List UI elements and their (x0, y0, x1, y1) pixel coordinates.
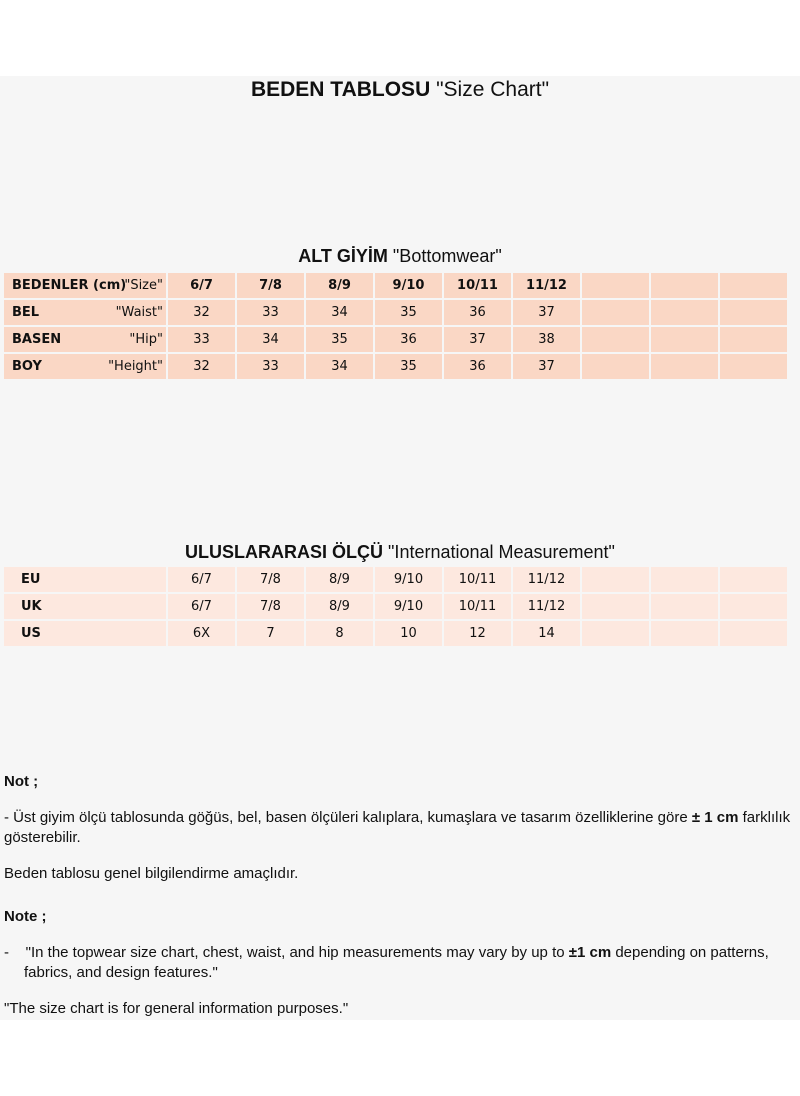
table-row (4, 354, 787, 379)
empty-cell (720, 621, 787, 646)
table-cell: 11/12 (513, 273, 580, 298)
empty-cell (582, 273, 649, 298)
table-cell: 10 (375, 621, 442, 646)
table-cell: 7/8 (237, 273, 304, 298)
table-cell: 8/9 (306, 273, 373, 298)
notes-tolerance: ±1 cm (568, 944, 612, 961)
table-cell: 33 (237, 300, 304, 325)
empty-cell (651, 354, 718, 379)
notes-text: depending on patterns, fabrics, and design features." (24, 944, 773, 981)
table-cell: 34 (306, 354, 373, 379)
table-cell: 37 (444, 327, 511, 352)
notes-paragraph: "The size chart is for general information purposes." (4, 1000, 349, 1017)
international-heading-english: "International Measurement" (388, 542, 615, 562)
empty-cell (720, 273, 787, 298)
table-cell: 6/7 (168, 594, 235, 619)
table-cell: 32 (168, 300, 235, 325)
table-cell: 9/10 (375, 594, 442, 619)
empty-cell (582, 594, 649, 619)
empty-cell (651, 327, 718, 352)
table-cell: 11/12 (513, 594, 580, 619)
notes-text: farklılık gösterebilir. (4, 809, 791, 846)
notes-heading-text: Not ; (4, 773, 39, 790)
bottomwear-heading (0, 246, 800, 267)
table-cell: 8/9 (306, 567, 373, 592)
empty-cell (582, 567, 649, 592)
table-cell: 35 (375, 354, 442, 379)
empty-cell (651, 621, 718, 646)
table-cell: 33 (168, 327, 235, 352)
table-cell: 36 (444, 354, 511, 379)
table-cell: 35 (306, 327, 373, 352)
title-english: "Size Chart" (436, 78, 550, 101)
table-cell: 7/8 (237, 567, 304, 592)
row-label: UK (4, 594, 166, 619)
table-row (4, 594, 787, 619)
table-row (4, 300, 787, 325)
notes-paragraph (4, 943, 794, 983)
row-label-en: "Hip" (129, 332, 163, 347)
international-heading (0, 542, 800, 563)
table-cell: 10/11 (444, 594, 511, 619)
table-cell: 37 (513, 300, 580, 325)
empty-cell (720, 354, 787, 379)
empty-cell (582, 327, 649, 352)
notes-paragraph (4, 808, 794, 848)
row-label-tr: BEDENLER (cm) (12, 278, 127, 293)
title-bold: BEDEN TABLOSU (250, 78, 431, 101)
table-cell: 8 (306, 621, 373, 646)
notes-text: - "In the topwear size chart, chest, waist, and hip measurements may vary by up to (4, 944, 569, 961)
bottomwear-heading-bold: ALT GİYİM (298, 246, 388, 266)
row-label-tr: BEL (12, 305, 40, 320)
notes-tolerance: ± 1 cm (691, 809, 739, 826)
notes-heading (4, 907, 794, 927)
empty-cell (582, 300, 649, 325)
bottomwear-table (2, 271, 789, 381)
row-label (4, 327, 166, 352)
table-cell: 14 (513, 621, 580, 646)
row-label (4, 300, 166, 325)
row-label (4, 273, 166, 298)
table-row (4, 567, 787, 592)
page-title (0, 78, 800, 102)
notes-heading (4, 772, 794, 792)
row-label: US (4, 621, 166, 646)
row-label-en: "Waist" (115, 305, 163, 320)
notes-turkish (4, 772, 794, 884)
row-label-tr: BASEN (12, 332, 62, 347)
empty-cell (582, 621, 649, 646)
table-cell: 10/11 (444, 273, 511, 298)
table-cell: 33 (237, 354, 304, 379)
table-cell: 34 (237, 327, 304, 352)
empty-cell (720, 327, 787, 352)
empty-cell (720, 300, 787, 325)
row-label-en: "Size" (124, 278, 163, 293)
table-row (4, 327, 787, 352)
table-row (4, 273, 787, 298)
row-label: EU (4, 567, 166, 592)
table-cell: 35 (375, 300, 442, 325)
empty-cell (720, 567, 787, 592)
table-cell: 38 (513, 327, 580, 352)
table-cell: 9/10 (375, 273, 442, 298)
empty-cell (651, 594, 718, 619)
table-cell: 6X (168, 621, 235, 646)
table-cell: 6/7 (168, 567, 235, 592)
row-label-en: "Height" (108, 359, 163, 374)
notes-paragraph: Beden tablosu genel bilgilendirme amaçlıdır. (4, 865, 299, 882)
table-cell: 36 (444, 300, 511, 325)
table-cell: 9/10 (375, 567, 442, 592)
table-cell: 12 (444, 621, 511, 646)
bottomwear-heading-english: "Bottomwear" (392, 246, 502, 266)
table-cell: 8/9 (306, 594, 373, 619)
empty-cell (651, 300, 718, 325)
row-label-tr: BOY (12, 359, 42, 374)
empty-cell (651, 273, 718, 298)
notes-english (4, 907, 794, 1019)
notes-text: - Üst giyim ölçü tablosunda göğüs, bel, basen ölçüleri kalıplara, kumaşlara ve tasarım özelliklerine göre (4, 809, 692, 826)
table-cell: 7/8 (237, 594, 304, 619)
table-cell: 10/11 (444, 567, 511, 592)
row-label (4, 354, 166, 379)
empty-cell (582, 354, 649, 379)
table-row (4, 621, 787, 646)
empty-cell (720, 594, 787, 619)
table-cell: 11/12 (513, 567, 580, 592)
table-cell: 37 (513, 354, 580, 379)
international-heading-bold: ULUSLARARASI ÖLÇÜ (185, 542, 384, 562)
empty-cell (651, 567, 718, 592)
notes-heading-text: Note ; (4, 908, 47, 925)
table-cell: 34 (306, 300, 373, 325)
table-cell: 6/7 (168, 273, 235, 298)
table-cell: 32 (168, 354, 235, 379)
table-cell: 7 (237, 621, 304, 646)
table-cell: 36 (375, 327, 442, 352)
international-table (2, 565, 789, 648)
